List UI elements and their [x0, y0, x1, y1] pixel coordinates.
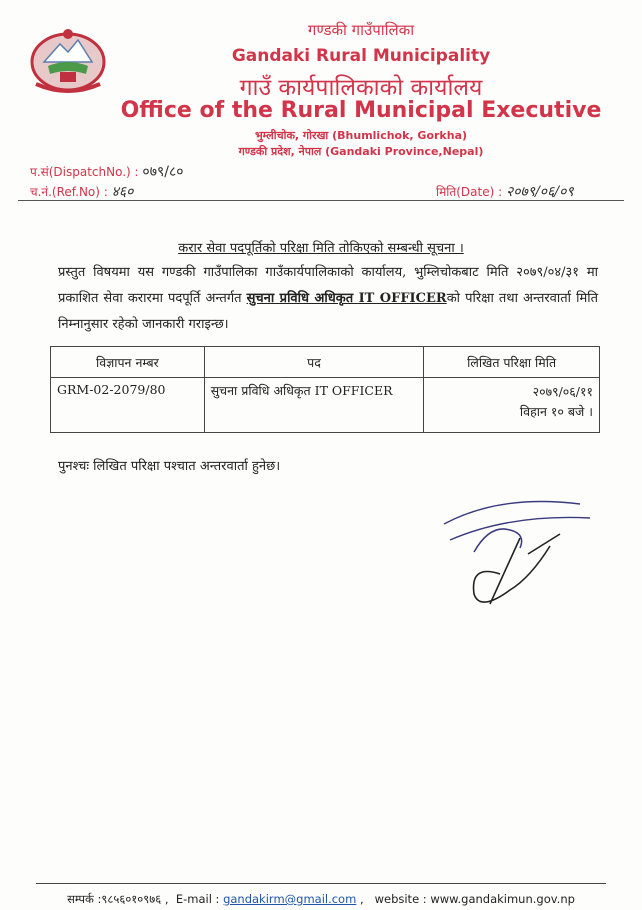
address-line-2: गण्डकी प्रदेश, नेपाल (Gandaki Province,Nepal)	[238, 145, 484, 158]
header-divider	[18, 200, 624, 201]
ref-value: ४६०	[111, 184, 134, 200]
notice-body-part-2: को परिक्षा तथा अन्तरवार्ता मिति निम्नानुसार रहेको जानकारी गराइन्छ।	[58, 291, 599, 332]
column-header-post: पद	[204, 347, 424, 378]
municipality-name-en: Gandaki Rural Municipality	[231, 46, 491, 66]
cell-ad-no: GRM-02-2079/80	[51, 378, 205, 433]
notice-body-part-1: प्रस्तुत विषयमा यस गण्डकी गाउँपालिका गाउँकार्यपालिकाको कार्यालय, भुम्लिचोकबाट मिति २०७९/०४/३१ मा प्रकाशित सेवा करारमा पदपूर्ति अन्तर्गत	[58, 265, 598, 306]
website: website : www.gandakimun.gov.np	[374, 892, 575, 906]
column-header-exam-date: लिखित परिक्षा मिति	[424, 347, 600, 378]
municipality-name-np: गण्डकी गाउँपालिका	[307, 21, 415, 39]
footer-contact	[0, 892, 642, 907]
date-label: मिति(Date) :	[436, 185, 503, 199]
cell-exam-date	[424, 378, 600, 433]
email-label: E-mail :	[175, 892, 220, 906]
address-line-1: भुम्लीचोक, गोरखा (Bhumlichok, Gorkha)	[254, 129, 468, 142]
exam-schedule-table	[50, 346, 600, 433]
date-value: २०७९/०६/०९	[505, 184, 574, 200]
dispatch-value: ०७९/८०	[142, 164, 184, 180]
notice-post-name: सुचना प्रविधि अधिकृत IT OFFICER	[246, 291, 447, 306]
exam-time: विहान १० बजे ।	[519, 404, 593, 419]
reference-number	[30, 182, 133, 201]
contact-phone: सम्पर्क :९८५६०१०९७६ ,	[67, 892, 169, 906]
column-header-ad-no: विज्ञापन नम्बर	[51, 347, 205, 378]
office-name-np: गाउँ कार्यपालिकाको कार्यालय	[239, 75, 483, 101]
notice-body	[58, 260, 598, 338]
dispatch-label: प.सं(DispatchNo.) :	[30, 165, 139, 179]
footer-divider	[36, 883, 606, 884]
postscript: पुनश्चः लिखित परिक्षा पश्चात अन्तरवार्ता हुनेछ।	[58, 459, 281, 474]
table-row	[51, 378, 600, 433]
office-name-en: Office of the Rural Municipal Executive	[120, 98, 602, 123]
cell-post: सुचना प्रविधि अधिकृत IT OFFICER	[204, 378, 424, 433]
footer-separator: ,	[359, 892, 364, 906]
table-header-row	[51, 347, 600, 378]
email-link[interactable]: gandakirm@gmail.com	[223, 892, 357, 906]
ref-label: च.नं.(Ref.No) :	[30, 185, 108, 199]
signature-stamp	[430, 494, 600, 614]
exam-date: २०७९/०६/११	[532, 384, 593, 399]
dispatch-number	[30, 162, 184, 181]
document-date	[436, 182, 574, 201]
notice-subject: करार सेवा पदपूर्तिको परिक्षा मिति तोकिएको सम्बन्धी सूचना ।	[178, 241, 464, 256]
